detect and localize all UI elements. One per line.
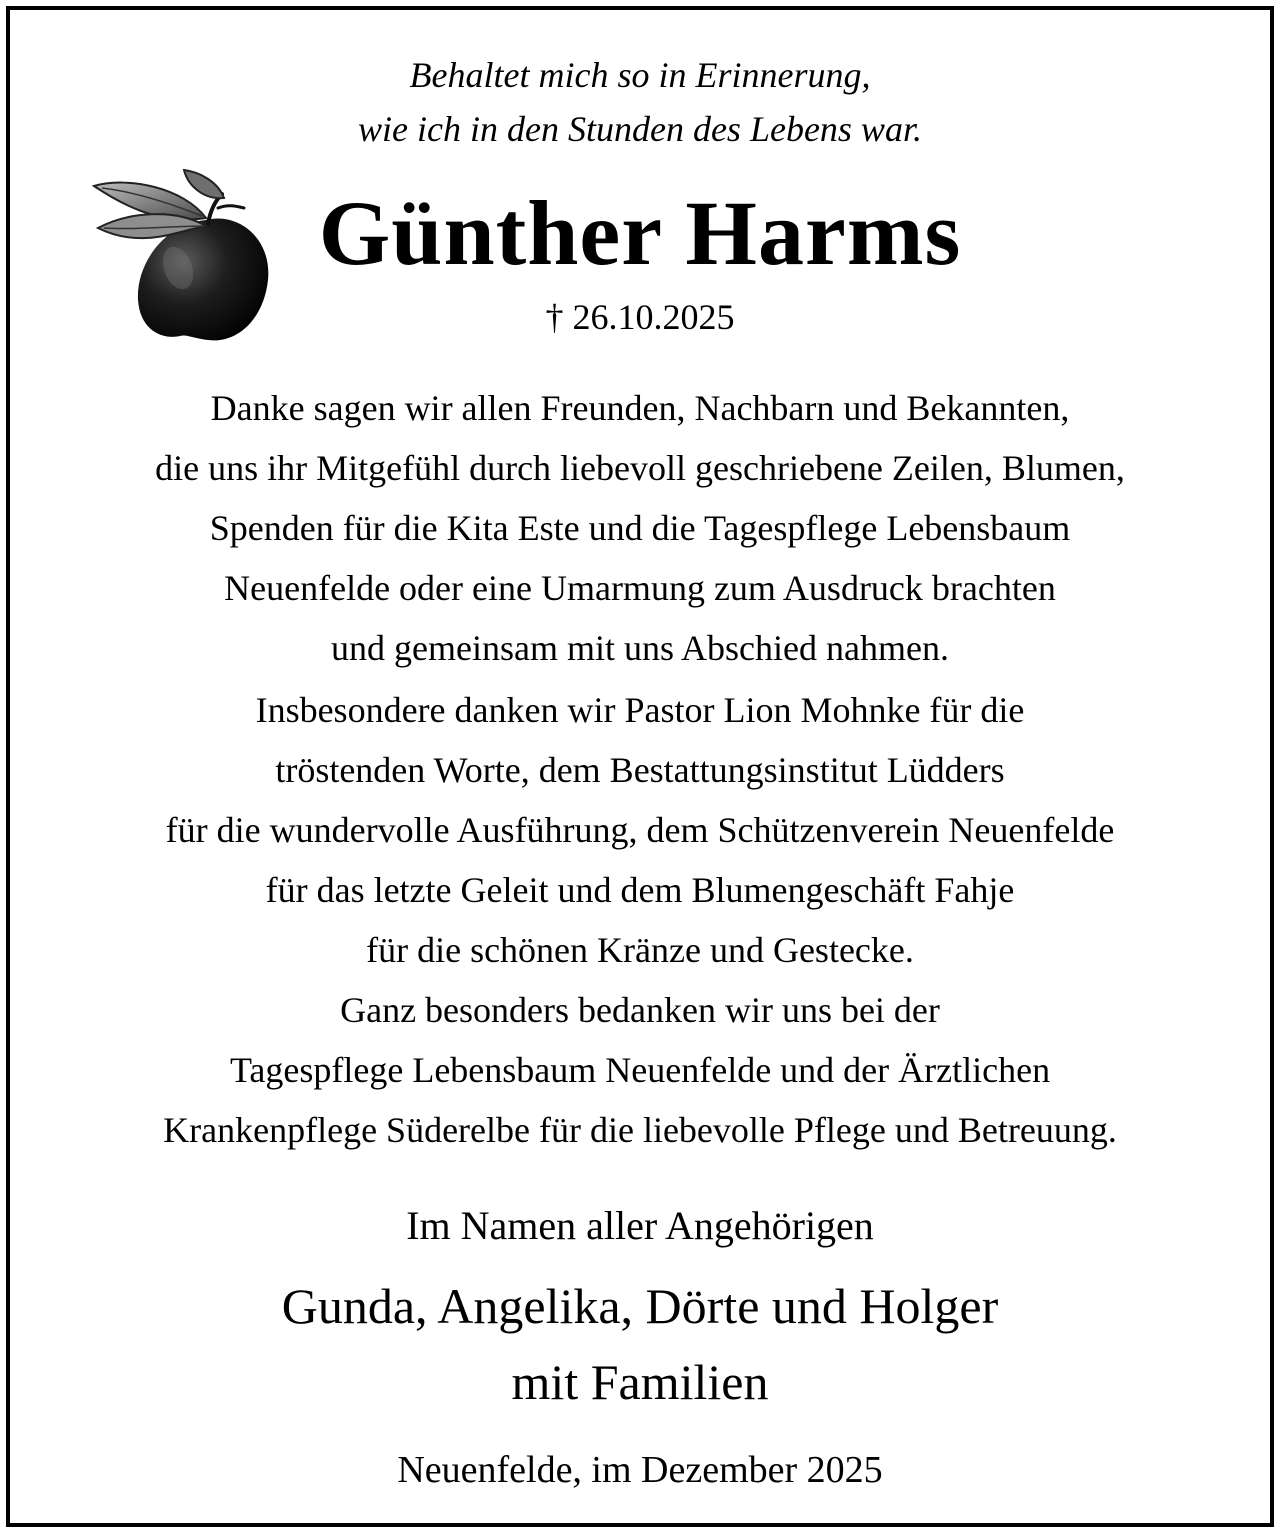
motto-line-1: Behaltet mich so in Erinnerung, [409,55,871,95]
paragraph-line: Krankenpflege Süderelbe für die liebevolle Pflege und Betreuung. [163,1110,1117,1150]
apple-icon [88,168,278,348]
deceased-name: Günther Harms [318,182,962,284]
signers-names: Gunda, Angelika, Dörte und Holger [281,1278,999,1334]
paragraph-line: tröstenden Worte, dem Bestattungsinstitut Lüdders [275,750,1005,790]
place-date: Neuenfelde, im Dezember 2025 [397,1449,883,1491]
signers-families: mit Familien [511,1354,769,1410]
paragraph-line: Neuenfelde oder eine Umarmung zum Ausdruck brachten [224,568,1056,608]
thanks-paragraph-2 [0,680,1280,980]
paragraph-line: Tagespflege Lebensbaum Neuenfelde und der Ärztlichen [229,1050,1051,1090]
on-behalf-line: Im Namen aller Angehörigen [406,1203,874,1248]
paragraph-line: Danke sagen wir allen Freunden, Nachbarn und Bekannten, [210,388,1070,428]
paragraph-line: Ganz besonders bedanken wir uns bei der [340,990,940,1030]
paragraph-line: für die wundervolle Ausführung, dem Schützenverein Neuenfelde [165,810,1115,850]
paragraph-line: die uns ihr Mitgefühl durch liebevoll geschriebene Zeilen, Blumen, [155,448,1125,488]
thanks-paragraph-1 [0,378,1280,678]
death-date: † 26.10.2025 [545,297,735,337]
paragraph-line: Insbesondere danken wir Pastor Lion Mohnke für die [255,690,1025,730]
paragraph-line: und gemeinsam mit uns Abschied nahmen. [331,628,949,668]
paragraph-line: Spenden für die Kita Este und die Tagespflege Lebensbaum [209,508,1071,548]
motto-line-2: wie ich in den Stunden des Lebens war. [358,109,922,149]
motto [0,48,1280,156]
paragraph-line: für die schönen Kränze und Gestecke. [366,930,914,970]
signers [0,1268,1280,1420]
thanks-paragraph-3 [0,980,1280,1160]
paragraph-line: für das letzte Geleit und dem Blumengeschäft Fahje [265,870,1015,910]
